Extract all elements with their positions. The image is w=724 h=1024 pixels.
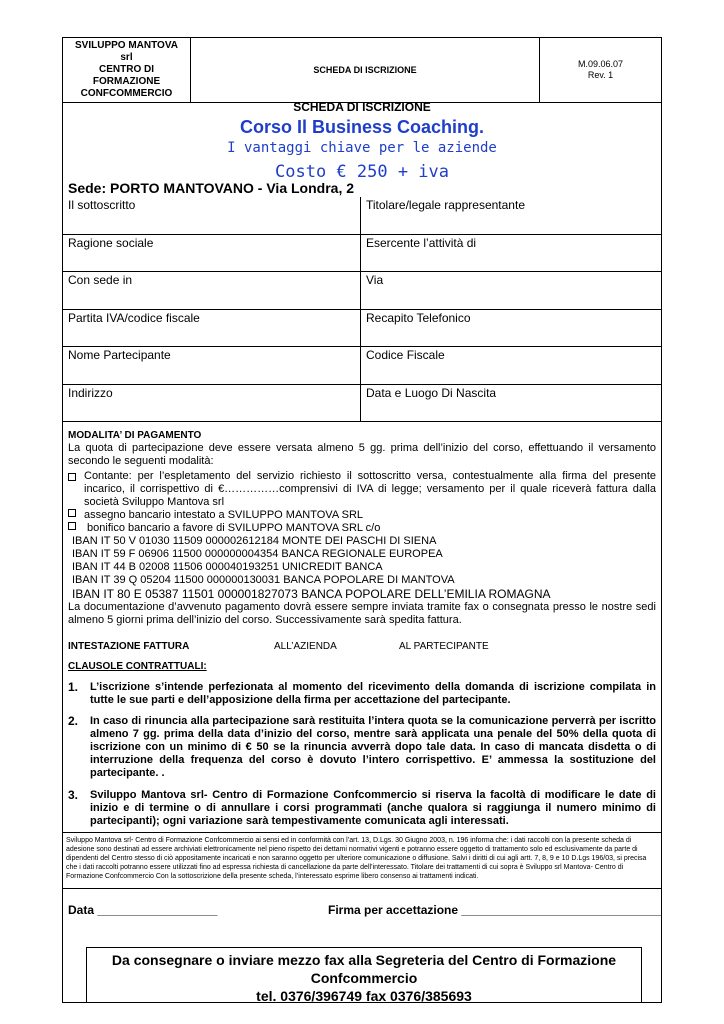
iban-line: IBAN IT 39 Q 05204 11500 000000130031 BANCA POPOLARE DI MANTOVA <box>72 574 455 586</box>
form-field-label[interactable]: Nome Partecipante <box>68 348 171 362</box>
course-cost: Costo € 250 + iva <box>275 162 449 182</box>
invoice-option-participant[interactable]: AL PARTECIPANTE <box>399 641 489 652</box>
checkbox-icon[interactable] <box>68 473 76 481</box>
iban-list <box>68 535 656 601</box>
course-title: Corso Il Business Coaching. <box>239 117 485 137</box>
form-field-label[interactable]: Ragione sociale <box>68 235 154 250</box>
form-field-label[interactable]: Codice Fiscale <box>360 347 662 384</box>
registration-form <box>62 197 662 422</box>
payment-note: La documentazione d’avvenuto pagamento dovrà essere sempre inviata tramite fax o consegnata presso le nostre sedi almeno 5 giorni prima dell’inizio del corso. Successivamente sarà spedita fattura. <box>68 601 656 626</box>
iban-line: IBAN IT 80 E 05387 11501 000001827073 BANCA POPOLARE DELL’EMILIA ROMAGNA <box>72 587 551 601</box>
course-subtitle: I vantaggi chiave per le aziende <box>227 140 497 156</box>
invoice-label: INTESTAZIONE FATTURA <box>68 641 190 652</box>
form-row <box>62 197 662 235</box>
form-field-label[interactable]: Via <box>360 272 662 309</box>
form-field-label[interactable]: Recapito Telefonico <box>360 310 662 347</box>
form-row <box>62 347 662 385</box>
date-field[interactable]: Data __________________ <box>68 903 218 917</box>
clauses-heading: CLAUSOLE CONTRATTUALI: <box>68 661 207 672</box>
form-heading: SCHEDA DI ISCRIZIONE <box>293 100 431 114</box>
form-row <box>62 385 662 423</box>
signature-field[interactable]: Firma per accettazione ______________________________ <box>328 903 662 917</box>
form-row <box>62 235 662 273</box>
payment-option-check: assegno bancario intestato a SVILUPPO MANTOVA SRL <box>84 509 364 521</box>
form-field-label[interactable]: Il sottoscritto <box>68 198 136 212</box>
checkbox-icon[interactable] <box>68 509 76 517</box>
checkbox-icon[interactable] <box>68 522 76 530</box>
iban-line: IBAN IT 44 B 02008 11506 000040193251 UNICREDIT BANCA <box>72 561 383 573</box>
iban-line: IBAN IT 50 V 01030 11509 000002612184 MONTE DEI PASCHI DI SIENA <box>72 535 437 547</box>
payment-intro: La quota di partecipazione deve essere versata almeno 5 gg. prima dell’inizio del corso, effettuando il versamento secondo le seguenti modalità: <box>68 442 656 467</box>
clause-item: 3. Sviluppo Mantova srl- Centro di Formazione Confcommercio si riserva la facoltà di modificare le date di inizio e di termine o di annullare i corsi programmati (anche qualora si raggiunga il numero minimo di partecipanti); ogni variazione sarà tempestivamente comunicata agli interessati. <box>68 788 656 827</box>
privacy-notice: Sviluppo Mantova srl- Centro di Formazione Confcommercio ai sensi ed in conformità con l’art. 13, D.Lgs. 30 Giugno 2003, n. 196 informa che: i dati raccolti con la presente scheda di adesione sono destinati ad essere archiviati elettronicamente nel pieno rispetto dei dettami normativi vigenti e potranno essere oggetto di trattamento solo ed esclusivamente da parte di dipendenti del Centro stesso di ciò appositamente incaricati e non saranno oggetto per ulteriore comunicazione o diffusione. Salvi i diritti di cui agli artt. 7, 8, 9 e 10 D.Lgs 196/03, si precisa che i dati raccolti potranno essere utilizzati fino ad espressa richiesta di cancellazione da parte dell’interessato. Titolare dei trattamenti di cui sopra è Sviluppo srl Mantova- Centro di Formazione Confcommercio Con la sottoscrizione della presente scheda, l’interessato esprime libero consenso ai trattamenti indicati. <box>62 832 662 889</box>
clause-item: 2. In caso di rinuncia alla partecipazione sarà restituita l’intera quota se la comunicazione perverrà per iscritto almeno 7 gg. prima della data d’inizio del corso, mentre sarà applicata una penale del 50% della quota di iscrizione con un minimo di € 50 se la rinuncia avverrà dopo tale data. In caso di mancata disdetta o di interruzione della frequenza del corso è dovuto l’intero corrispettivo. E’ ammessa la sostituzione del partecipante. . <box>68 714 656 779</box>
invoice-option-company[interactable]: ALL’AZIENDA <box>274 641 337 652</box>
footer-contact: Da consegnare o inviare mezzo fax alla Segreteria del Centro di Formazione Confcommercio tel. 0376/396749 fax 0376/385693 <box>86 947 642 1003</box>
invoice-section <box>68 640 656 653</box>
form-field-label[interactable]: Indirizzo <box>68 385 113 400</box>
payment-section <box>68 429 656 627</box>
form-row <box>62 272 662 310</box>
iban-line: IBAN IT 59 F 06906 11500 000000004354 BANCA REGIONALE EUROPEA <box>72 548 443 560</box>
document-header <box>62 37 662 103</box>
form-field-label[interactable]: Data e Luogo Di Nascita <box>360 385 662 422</box>
course-location: Sede: PORTO MANTOVANO - Via Londra, 2 <box>68 180 355 196</box>
form-row <box>62 310 662 348</box>
form-field-label[interactable]: Con sede in <box>68 273 133 287</box>
payment-option-transfer: bonifico bancario a favore di SVILUPPO MANTOVA SRL c/o <box>84 522 381 534</box>
form-field-label[interactable]: Esercente l’attività di <box>360 235 662 272</box>
form-field-label[interactable]: Partita IVA/codice fiscale <box>68 310 200 325</box>
org-name: SVILUPPO MANTOVA srl CENTRO DI FORMAZIONE CONFCOMMERCIO <box>63 38 191 102</box>
clauses-section <box>68 660 656 828</box>
header-doc-title: SCHEDA DI ISCRIZIONE <box>191 38 540 102</box>
payment-option-cash: Contante: per l’espletamento del servizio richiesto il sottoscritto versa, contestualmente alla firma del presente incarico, il corrispettivo di €……………comprensivi di IVA di legge; versamento per il quale riceverà fattura dalla società Sviluppo Mantova srl <box>84 470 656 508</box>
form-field-label[interactable]: Titolare/legale rappresentante <box>360 197 662 234</box>
doc-code: M.09.06.07 Rev. 1 <box>577 59 624 80</box>
payment-heading: MODALITA’ DI PAGAMENTO <box>68 430 202 441</box>
clause-item: 1. L’iscrizione s’intende perfezionata al momento del ricevimento della domanda di iscrizione compilata in tutte le sue parti e dell’apposizione della firma per accettazione del partecipante. <box>68 680 656 706</box>
